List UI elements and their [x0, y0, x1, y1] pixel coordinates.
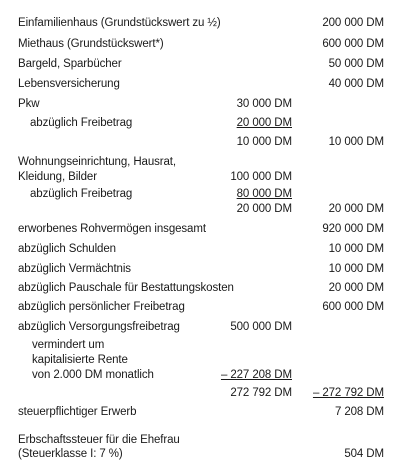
- row-label: Erbschaftssteuer für die Ehefrau: [18, 434, 180, 446]
- row-subtotal: 80 000 DM: [236, 188, 292, 200]
- row-total: 7 208 DM: [334, 406, 384, 418]
- row-total: 10 000 DM: [328, 136, 384, 148]
- row-total: – 272 792 DM: [312, 387, 384, 399]
- row-label: Kleidung, Bilder: [18, 171, 97, 183]
- row-label: Bargeld, Sparbücher: [18, 58, 122, 70]
- row-subtotal: 20 000 DM: [236, 117, 292, 129]
- row-total: 600 000 DM: [322, 301, 384, 313]
- row-total: 20 000 DM: [328, 203, 384, 215]
- row-label: Miethaus (Grundstückswert*): [18, 38, 164, 50]
- row-label: von 2.000 DM monatlich: [32, 369, 154, 381]
- row-total: 920 000 DM: [322, 223, 384, 235]
- row-subtotal: 20 000 DM: [236, 203, 292, 215]
- row-label: Wohnungseinrichtung, Hausrat,: [18, 156, 176, 168]
- row-label: steuerpflichtiger Erwerb: [18, 406, 137, 418]
- row-label: vermindert um: [32, 339, 105, 351]
- row-label: abzüglich Vermächtnis: [18, 263, 131, 275]
- row-total: 10 000 DM: [328, 263, 384, 275]
- row-total: 600 000 DM: [322, 38, 384, 50]
- row-subtotal: 100 000 DM: [230, 171, 292, 183]
- row-subtotal: 30 000 DM: [236, 98, 292, 110]
- row-total: 10 000 DM: [328, 243, 384, 255]
- row-total: 50 000 DM: [328, 58, 384, 70]
- row-label: abzüglich Versorgungsfreibetrag: [18, 321, 180, 333]
- row-total: 504 DM: [344, 448, 384, 460]
- row-label: Pkw: [18, 98, 40, 110]
- row-subtotal: 500 000 DM: [230, 321, 292, 333]
- row-subtotal: 10 000 DM: [236, 136, 292, 148]
- row-label: abzüglich Freibetrag: [30, 117, 133, 129]
- row-label: abzüglich Schulden: [18, 243, 116, 255]
- row-subtotal: – 227 208 DM: [220, 369, 292, 381]
- row-total: 20 000 DM: [328, 282, 384, 294]
- row-label: abzüglich persönlicher Freibetrag: [18, 301, 185, 313]
- row-total: 40 000 DM: [328, 78, 384, 90]
- row-label: Einfamilienhaus (Grundstückswert zu ½): [18, 17, 221, 29]
- row-label: kapitalisierte Rente: [32, 354, 128, 366]
- row-label: (Steuerklasse I: 7 %): [18, 448, 123, 460]
- row-subtotal: 272 792 DM: [230, 387, 292, 399]
- row-label: abzüglich Freibetrag: [30, 188, 133, 200]
- row-label: abzüglich Pauschale für Bestattungskosten: [18, 282, 234, 294]
- row-label: Lebensversicherung: [18, 78, 120, 90]
- row-label: erworbenes Rohvermögen insgesamt: [18, 223, 206, 235]
- row-total: 200 000 DM: [322, 17, 384, 29]
